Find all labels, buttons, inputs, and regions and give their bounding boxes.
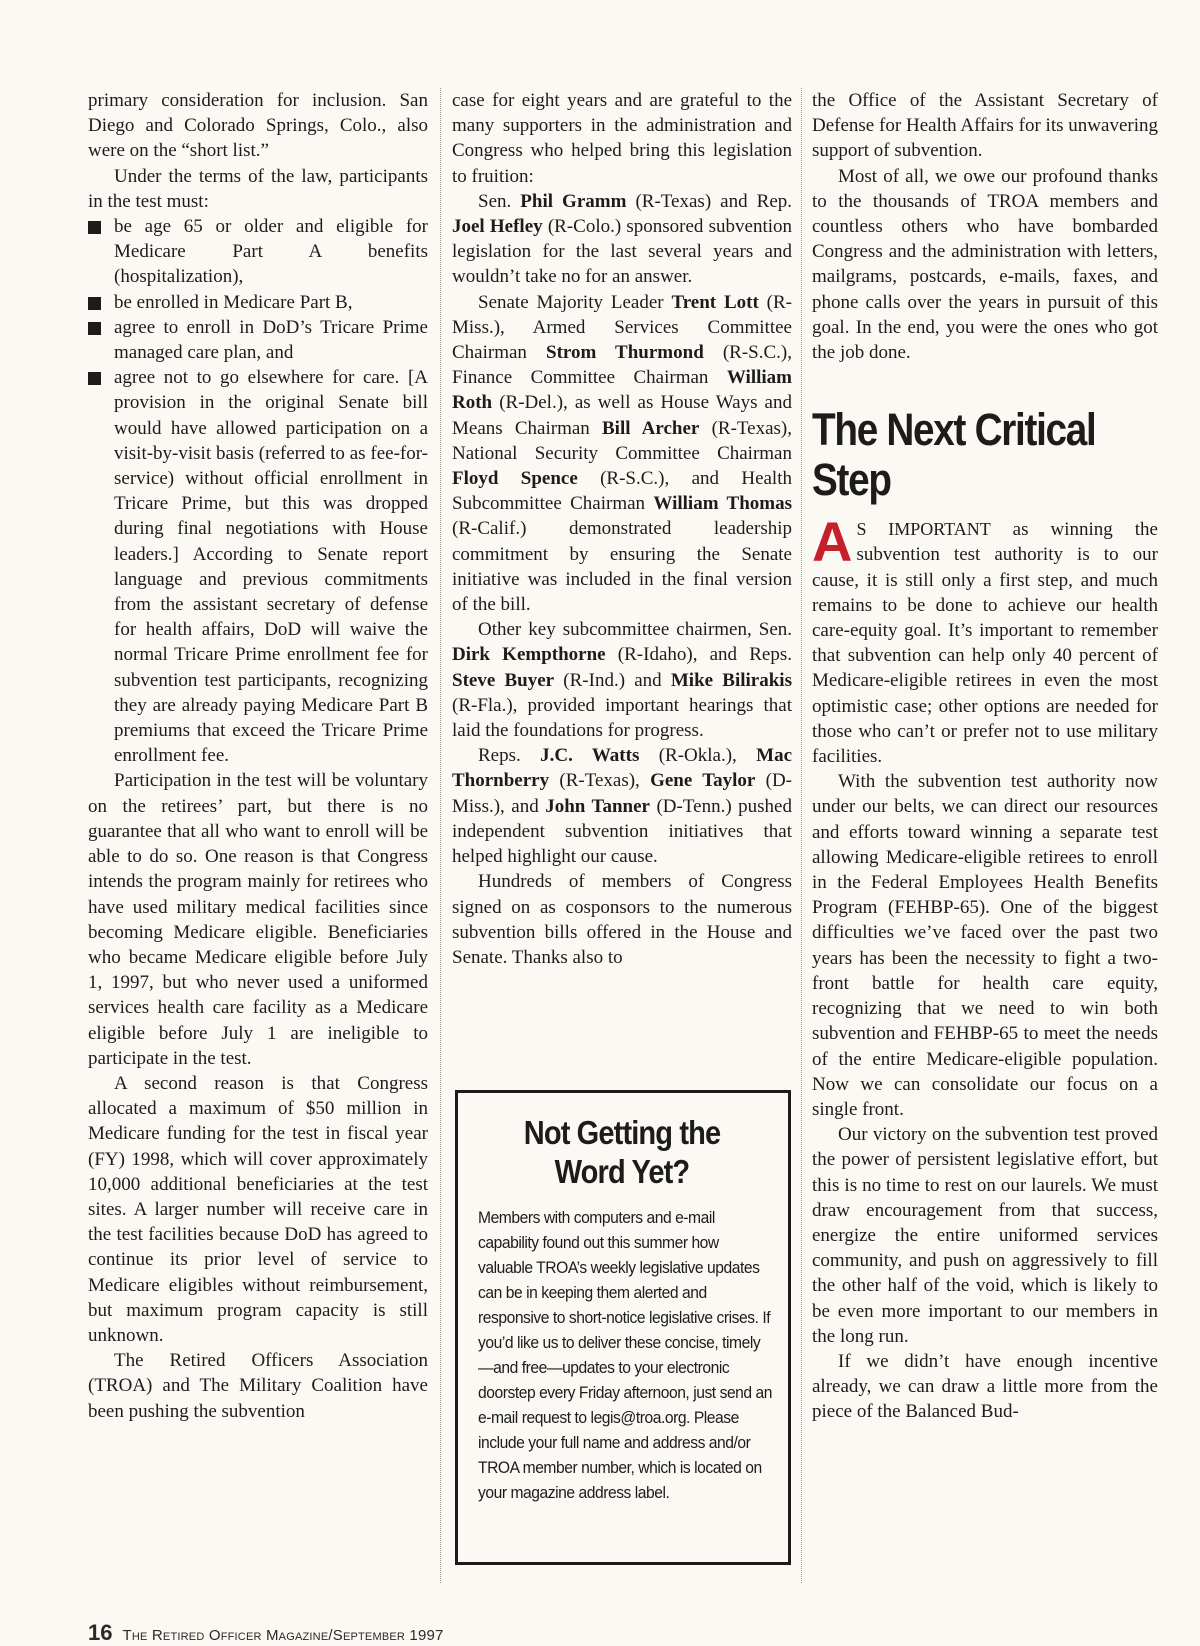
person-name: Floyd Spence <box>452 468 578 490</box>
column-divider <box>440 88 441 1583</box>
person-name: J.C. Watts <box>540 745 640 767</box>
list-item: be enrolled in Medicare Part B, <box>88 290 428 315</box>
paragraph: primary consideration for inclusion. San Diego and Colorado Springs, Colo., also were on the “short list.” <box>88 90 428 162</box>
drop-cap: A <box>812 510 853 574</box>
person-name: Phil Gramm <box>520 190 627 212</box>
person-name: Strom Thurmond <box>546 342 704 364</box>
page-number: 16 <box>88 1620 113 1645</box>
list-item: be age 65 or older and eligible for Medicare Part A benefits (hospitalization), <box>88 214 428 290</box>
paragraph: Reps. J.C. Watts (R-Okla.), Mac Thornberry (R-Texas), Gene Taylor (D-Miss.), and John Tanner (D-Tenn.) pushed independent subvention initiatives that helped highlight our cause. <box>452 745 793 868</box>
sidebar-title: Not Getting the Word Yet? <box>523 1114 721 1190</box>
column-2 <box>452 88 792 970</box>
paragraph: Hundreds of members of Congress signed on as cosponsors to the numerous subvention bills offered in the House and Senate. Thanks also to <box>452 871 792 968</box>
person-name: Mac Thornberry <box>452 745 793 792</box>
person-name: Bill Archer <box>602 417 700 439</box>
paragraph: Participation in the test will be voluntary on the retirees’ part, but there is no guarantee that all who want to enroll will be able to do so. One reason is that Congress intends the program mainly for retirees who have used military medical facilities since becoming Medicare eligible. Beneficiaries who became Medicare eligible before July 1, 1997, but who never used a uniformed services health care facility as a Medicare eligible before July 1 are ineligible to participate in the test. <box>88 770 428 1069</box>
paragraph: Under the terms of the law, participants in the test must: <box>88 165 428 212</box>
paragraph: A second reason is that Congress allocated a maximum of $50 million in Medicare funding for the test in fiscal year (FY) 1998, which will cover approximately 10,000 additional beneficiaries at the test sites. A larger number will receive care in the test facilities because DoD has agreed to continue its prior level of service to Medicare eligibles without reimbursement, but maximum program capacity is still unknown. <box>88 1072 428 1346</box>
list-item: agree to enroll in DoD’s Tricare Prime managed care plan, and <box>88 315 428 365</box>
sidebar-body: Members with computers and e-mail capability found out this summer how valuable TROA’s weekly legislative updates can be in keeping them alerted and responsive to short-notice legislative crises. If you’d like us to deliver these concise, timely—and free—updates to your electronic doorstep every Friday afternoon, just send an e-mail request to legis@troa.org. Please include your full name and address and/or TROA member number, which is located on your magazine address label. <box>478 1208 773 1502</box>
person-name: Trent Lott <box>671 291 759 313</box>
column-divider <box>801 88 802 1583</box>
sidebar-box <box>455 1090 791 1565</box>
paragraph: If we didn’t have enough incentive already, we can draw a little more from the piece of the Balanced Bud- <box>812 1350 1158 1423</box>
list-item: agree not to go elsewhere for care. [A provision in the original Senate bill would have allowed participation on a visit-by-visit basis (referred to as fee-for-service) without official enrollment in Tricare Prime, but this was dropped during final negotiations with House leaders.] According to Senate report language and previous commitments from the assistant secretary of defense for health affairs, DoD will waive the normal Tricare Prime enrollment fee for subvention test participants, recognizing they are already paying Medicare Part B premiums that exceed the Tricare Prime enrollment fee. <box>88 365 428 768</box>
paragraph: Other key subcommittee chairmen, Sen. Dirk Kempthorne (R-Idaho), and Reps. Steve Buyer (R-Ind.) and Mike Bilirakis (R-Fla.), provided important hearings that laid the foundations for progress. <box>452 619 792 742</box>
paragraph: Senate Majority Leader Trent Lott (R-Miss.), Armed Services Committee Chairman Strom Thurmond (R-S.C.), Finance Committee Chairman William Roth (R-Del.), as well as House Ways and Means Chairman Bill Archer (R-Texas), National Security Committee Chairman Floyd Spence (R-S.C.), and Health Subcommittee Chairman William Thomas (R-Calif.) demonstrated leadership commitment by ensuring the Senate initiative was included in the final version of the bill. <box>452 291 793 616</box>
column-3 <box>812 88 1158 1425</box>
person-name: William Roth <box>452 367 792 414</box>
person-name: Dirk Kempthorne <box>452 644 606 666</box>
publication-line: The Retired Officer Magazine/September 1997 <box>122 1627 444 1644</box>
paragraph: AS IMPORTANT as winning the subvention test authority is to our cause, it is still only a first step, and much remains to be done to achieve our health care-equity goal. It’s important to remember that subvention can help only 40 percent of Medicare-eligible retirees in even the most optimistic case; other options are needed for those who can’t or prefer not to use military facilities. <box>812 510 1158 768</box>
requirements-list <box>88 214 428 768</box>
lead-in: S IMPORTANT <box>856 519 991 540</box>
paragraph: Our victory on the subvention test proved the power of persistent legislative effort, but this is no time to rest on our laurels. We must draw encouragement from that success, energize the entire uniformed services community, and push on aggressively to fill the other half of the void, which is likely to be even more important to our members in the long run. <box>812 1124 1158 1347</box>
page-footer <box>88 1620 444 1646</box>
person-name: Steve Buyer <box>452 669 555 691</box>
person-name: William Thomas <box>653 493 793 515</box>
section-headline: The Next Critical Step <box>812 404 1096 506</box>
person-name: John Tanner <box>545 795 650 817</box>
paragraph: With the subvention test authority now under our belts, we can direct our resources and efforts toward winning a separate test allowing Medicare-eligible retirees to enroll in the Federal Employees Health Benefits Program (FEHBP-65). One of the biggest difficulties we’ve faced over the past two years has been the necessity to fight a two-front battle for health care equity, recognizing that we need to win both subvention and FEHBP-65 to meet the needs of the entire Medicare-eligible population. Now we can consolidate our focus on a single front. <box>812 771 1158 1120</box>
paragraph: case for eight years and are grateful to the many supporters in the administration and Congress who helped bring this legislation to fruition: <box>452 90 792 187</box>
paragraph: Sen. Phil Gramm (R-Texas) and Rep. Joel Hefley (R-Colo.) sponsored subvention legislation for the last several years and wouldn’t take no for an answer. <box>452 190 792 288</box>
paragraph: The Retired Officers Association (TROA) and The Military Coalition have been pushing the subvention <box>88 1350 428 1422</box>
person-name: Gene Taylor <box>650 770 756 792</box>
column-1 <box>88 88 428 1424</box>
person-name: Joel Hefley <box>452 216 543 238</box>
paragraph: Most of all, we owe our profound thanks to the thousands of TROA members and countless others who have bombarded Congress and the administration with letters, mailgrams, postcards, e-mails, faxes, and phone calls over the years in pursuit of this goal. In the end, you were the ones who got the job done. <box>812 165 1158 364</box>
person-name: Mike Bilirakis <box>670 669 792 691</box>
paragraph: the Office of the Assistant Secretary of Defense for Health Affairs for its unwavering support of subvention. <box>812 90 1158 162</box>
